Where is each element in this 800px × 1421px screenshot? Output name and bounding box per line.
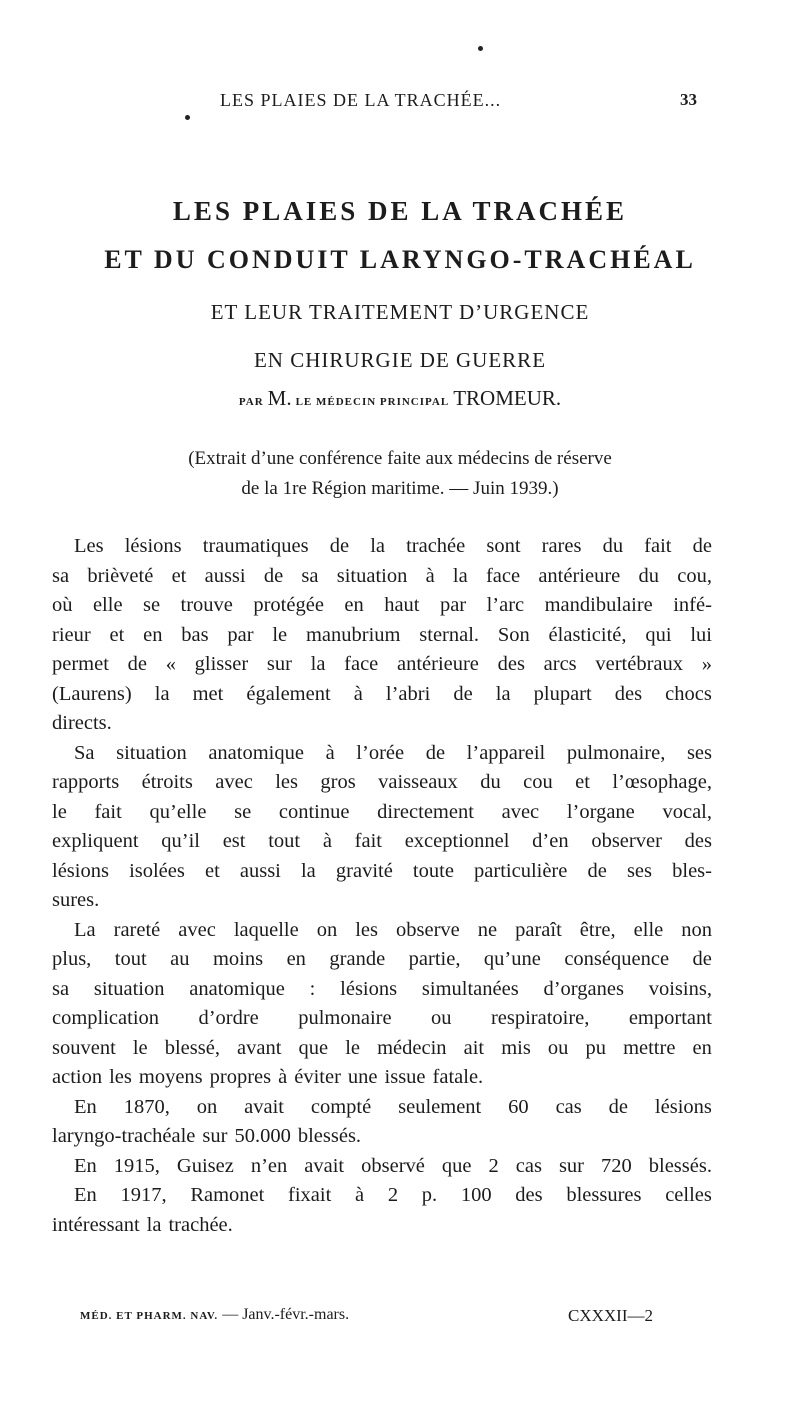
body-word: de bbox=[587, 859, 607, 882]
body-word: sa bbox=[52, 564, 70, 587]
body-word: blessés. bbox=[297, 1125, 362, 1147]
body-word: de bbox=[263, 564, 284, 587]
body-word: en bbox=[344, 594, 364, 616]
extract-note-line-2: de la 1re Région maritime. — Juin 1939.) bbox=[241, 478, 559, 499]
body-line bbox=[52, 768, 712, 798]
body-word: particulière bbox=[474, 859, 568, 882]
body-word: à bbox=[425, 564, 435, 587]
body-word: infé- bbox=[673, 594, 712, 616]
body-word: rapports bbox=[52, 771, 120, 793]
article-body bbox=[52, 532, 712, 1240]
body-word: du bbox=[480, 771, 501, 793]
body-line bbox=[52, 709, 712, 739]
body-word: 2 bbox=[488, 1154, 499, 1177]
body-word: toute bbox=[412, 859, 454, 882]
body-word: situation bbox=[336, 564, 408, 587]
body-word: à bbox=[278, 1066, 288, 1088]
running-head bbox=[0, 90, 800, 114]
body-word: 1917, bbox=[120, 1184, 167, 1206]
body-line bbox=[52, 1063, 712, 1093]
body-line bbox=[52, 1093, 712, 1123]
body-word: de bbox=[425, 741, 446, 764]
body-word: mandibulaire bbox=[544, 594, 653, 616]
body-word: de bbox=[692, 535, 712, 557]
print-speck bbox=[478, 46, 483, 51]
body-word: moins bbox=[212, 948, 264, 970]
body-word: observé bbox=[361, 1154, 425, 1177]
journal-abbreviation: MÉD. ET PHARM. NAV. bbox=[80, 1310, 219, 1322]
body-word: avait bbox=[304, 1154, 345, 1177]
body-word: l’appareil bbox=[466, 741, 546, 764]
body-line bbox=[52, 1152, 712, 1182]
body-word: aussi bbox=[204, 564, 246, 587]
body-word: pulmonaire, bbox=[566, 741, 666, 764]
body-word: antérieure bbox=[538, 564, 621, 587]
body-word: sur bbox=[558, 1154, 584, 1177]
body-word: par bbox=[439, 594, 467, 616]
body-word: se bbox=[143, 594, 161, 616]
body-word: qu’une bbox=[483, 948, 541, 970]
body-word: trachée. bbox=[168, 1213, 233, 1236]
body-word: simultanées bbox=[421, 977, 519, 1000]
body-word: lésions bbox=[52, 859, 109, 882]
body-word: « bbox=[165, 653, 176, 675]
body-word: avec bbox=[215, 771, 253, 793]
body-word: Ramonet bbox=[190, 1184, 265, 1206]
body-word: directs. bbox=[52, 712, 112, 734]
body-word: complication bbox=[52, 1007, 160, 1029]
body-word: aussi bbox=[239, 859, 281, 882]
body-word: tout bbox=[268, 830, 301, 852]
body-word: anatomique bbox=[189, 977, 285, 1000]
author-byline bbox=[0, 386, 800, 411]
body-line bbox=[52, 916, 712, 946]
body-word: compté bbox=[310, 1095, 372, 1118]
body-line bbox=[52, 1122, 712, 1152]
body-word: également bbox=[246, 682, 331, 705]
body-word: tout bbox=[114, 948, 147, 970]
body-word: pulmonaire bbox=[298, 1007, 392, 1029]
running-title: LES PLAIES DE LA TRACHÉE... bbox=[220, 90, 502, 110]
body-word: la bbox=[154, 682, 170, 705]
body-word: rares bbox=[541, 535, 582, 557]
body-word: fait bbox=[354, 830, 382, 852]
body-word: En bbox=[74, 1154, 97, 1177]
body-word: antérieure bbox=[396, 653, 479, 675]
body-word: à bbox=[325, 741, 335, 764]
body-word: ou bbox=[547, 1036, 569, 1059]
body-word: la bbox=[495, 682, 511, 705]
body-word: pu bbox=[585, 1036, 606, 1059]
body-word: d’en bbox=[532, 830, 569, 852]
body-word: La bbox=[74, 918, 96, 941]
article-title-line-4: EN CHIRURGIE DE GUERRE bbox=[253, 348, 547, 372]
body-word: face bbox=[485, 564, 521, 587]
body-word: ait bbox=[463, 1036, 485, 1059]
body-word: sa bbox=[301, 564, 319, 587]
body-word: on bbox=[316, 918, 338, 941]
body-word: ses bbox=[626, 859, 653, 882]
body-word: 100 bbox=[460, 1184, 492, 1206]
body-line bbox=[52, 857, 712, 887]
body-line bbox=[52, 1004, 712, 1034]
body-word: avec bbox=[178, 918, 216, 941]
body-word: de bbox=[329, 535, 350, 557]
body-word: on bbox=[196, 1095, 218, 1118]
body-word: d’ordre bbox=[198, 1007, 259, 1029]
body-word: situation bbox=[93, 977, 165, 1000]
body-word: une bbox=[347, 1066, 378, 1088]
body-word: au bbox=[170, 948, 190, 970]
body-word: lésions bbox=[654, 1095, 712, 1118]
article-title-line-3: ET LEUR TRAITEMENT D’URGENCE bbox=[210, 300, 590, 324]
body-word: se bbox=[234, 800, 252, 823]
body-word: où bbox=[52, 594, 73, 616]
byline-role: LE MÉDECIN PRINCIPAL bbox=[295, 396, 450, 408]
page-number: 33 bbox=[680, 90, 697, 109]
body-word: l’arc bbox=[486, 594, 525, 616]
body-word: anatomique bbox=[208, 741, 304, 764]
body-word: observer bbox=[591, 830, 662, 852]
body-line bbox=[52, 886, 712, 916]
body-word: emportant bbox=[628, 1007, 712, 1029]
body-word: des bbox=[684, 830, 712, 852]
body-line bbox=[52, 798, 712, 828]
body-word: Guisez bbox=[176, 1154, 234, 1177]
body-word: la bbox=[370, 535, 385, 557]
body-word: ou bbox=[431, 1007, 452, 1029]
body-word: ses bbox=[686, 741, 712, 764]
body-word: n’en bbox=[250, 1154, 288, 1177]
body-word: non bbox=[681, 918, 712, 941]
body-word: sures. bbox=[52, 889, 100, 911]
body-word: glisser bbox=[194, 653, 249, 675]
body-word: de bbox=[453, 682, 473, 705]
body-word: gros bbox=[320, 771, 356, 793]
body-line bbox=[52, 975, 712, 1005]
body-word: vocal, bbox=[662, 800, 712, 823]
body-word: plus, bbox=[52, 948, 92, 970]
issue-date: — Janv.-févr.-mars. bbox=[222, 1306, 350, 1323]
body-word: met bbox=[192, 682, 224, 705]
body-word: blessures bbox=[566, 1184, 642, 1206]
body-word: laryngo-trachéale bbox=[52, 1125, 196, 1147]
body-word: blessé, bbox=[164, 1036, 220, 1059]
body-word: conséquence bbox=[564, 948, 670, 970]
body-word: des bbox=[497, 653, 525, 675]
page-footer bbox=[0, 1306, 800, 1330]
body-word: les bbox=[275, 771, 298, 793]
body-word: 1915, bbox=[113, 1154, 160, 1177]
body-word: qu’elle bbox=[149, 800, 207, 823]
body-word: » bbox=[701, 653, 712, 675]
body-word: : bbox=[309, 977, 316, 1000]
body-word: à bbox=[353, 682, 363, 705]
body-word: médecin bbox=[377, 1036, 447, 1059]
body-word: et bbox=[204, 859, 220, 882]
body-word: est bbox=[222, 830, 246, 852]
body-word: et bbox=[109, 623, 125, 646]
body-word: Sa bbox=[74, 741, 95, 764]
body-word: éviter bbox=[294, 1066, 341, 1088]
body-word: que bbox=[298, 1036, 329, 1059]
body-line bbox=[52, 532, 712, 562]
body-word: fait bbox=[94, 800, 122, 823]
body-word: elle bbox=[633, 918, 664, 941]
body-word: à bbox=[355, 1184, 365, 1206]
body-word: traumatiques bbox=[202, 535, 309, 557]
volume-signature: CXXXII—2 bbox=[568, 1306, 653, 1325]
body-line bbox=[52, 1211, 712, 1241]
body-word: la bbox=[310, 653, 326, 675]
body-word: blessés. bbox=[648, 1154, 712, 1177]
body-word: et bbox=[575, 771, 590, 793]
body-word: 720 bbox=[601, 1154, 632, 1177]
body-word: qu’il bbox=[161, 830, 200, 852]
body-word: en bbox=[143, 623, 163, 646]
body-word: avec bbox=[501, 800, 540, 823]
body-word: Les bbox=[74, 535, 104, 557]
body-word: ne bbox=[477, 918, 498, 941]
body-word: mettre bbox=[623, 1036, 676, 1059]
body-word: lésions bbox=[124, 535, 182, 557]
body-word: bles- bbox=[672, 859, 712, 882]
body-word: d’organes bbox=[543, 977, 624, 1000]
body-word: issue bbox=[384, 1066, 426, 1088]
body-word: du bbox=[602, 535, 624, 557]
body-word: lésions bbox=[340, 977, 398, 1000]
body-word: 50.000 bbox=[234, 1125, 291, 1147]
body-word: le bbox=[132, 1036, 148, 1059]
body-word: protégée bbox=[253, 594, 324, 616]
body-word: l’abri bbox=[385, 682, 431, 705]
body-word: les bbox=[109, 1066, 132, 1088]
byline-prefix: PAR bbox=[238, 396, 264, 408]
body-word: celles bbox=[665, 1184, 712, 1206]
extract-note-line-1: (Extrait d’une conférence faite aux médecins de réserve bbox=[188, 448, 612, 469]
body-word: être, bbox=[579, 918, 616, 941]
body-line bbox=[52, 562, 712, 592]
body-word: En bbox=[74, 1095, 97, 1118]
body-word: avant bbox=[237, 1036, 282, 1059]
body-line bbox=[52, 827, 712, 857]
body-word: gravité bbox=[335, 859, 393, 882]
body-line bbox=[52, 650, 712, 680]
body-word: élasticité, bbox=[548, 623, 627, 646]
body-word: que bbox=[441, 1154, 472, 1177]
body-line bbox=[52, 591, 712, 621]
body-word: action bbox=[52, 1066, 103, 1088]
body-word: vertébraux bbox=[595, 653, 684, 675]
body-word: sur bbox=[202, 1125, 228, 1147]
body-word: et bbox=[171, 564, 187, 587]
body-word: de bbox=[127, 653, 147, 675]
body-word: trachée bbox=[406, 535, 466, 557]
body-word: seulement bbox=[398, 1095, 482, 1118]
body-word: arcs bbox=[543, 653, 577, 675]
byline-m: M. bbox=[267, 386, 292, 410]
body-word: voisins, bbox=[648, 977, 712, 1000]
body-word: paraît bbox=[515, 918, 562, 941]
body-word: à bbox=[322, 830, 332, 852]
footer-journal-info bbox=[80, 1306, 349, 1324]
author-name: TROMEUR. bbox=[453, 386, 562, 410]
body-word: sa bbox=[52, 977, 70, 1000]
body-word: avait bbox=[244, 1095, 284, 1118]
body-word: en bbox=[692, 1036, 712, 1059]
body-word: brièveté bbox=[87, 564, 154, 587]
body-word: bas bbox=[181, 623, 209, 646]
body-word: le bbox=[345, 1036, 361, 1059]
body-word: l’œsophage, bbox=[612, 771, 712, 793]
body-word: chocs bbox=[665, 682, 712, 705]
body-word: permet bbox=[52, 653, 109, 675]
body-word: de bbox=[608, 1095, 629, 1118]
body-line bbox=[52, 1181, 712, 1211]
body-word: par bbox=[227, 623, 254, 646]
body-word: fait bbox=[644, 535, 672, 557]
body-word: fatale. bbox=[432, 1066, 484, 1088]
body-word: des bbox=[515, 1184, 543, 1206]
body-line bbox=[52, 680, 712, 710]
body-word: l’orée bbox=[356, 741, 405, 764]
body-word: rieur bbox=[52, 623, 91, 646]
body-word: sur bbox=[266, 653, 292, 675]
body-word: En bbox=[74, 1184, 97, 1206]
body-word: sont bbox=[486, 535, 521, 557]
body-word: plupart bbox=[533, 682, 592, 705]
body-word: le bbox=[52, 800, 67, 823]
body-word: la bbox=[452, 564, 468, 587]
article-title-line-2: ET DU CONDUIT LARYNGO-TRACHÉAL bbox=[104, 245, 696, 274]
body-word: laquelle bbox=[233, 918, 299, 941]
body-word: mis bbox=[501, 1036, 531, 1059]
body-word: cas bbox=[515, 1154, 542, 1177]
body-word: cou, bbox=[677, 564, 712, 587]
body-word: de bbox=[692, 948, 712, 970]
body-word: cas bbox=[555, 1095, 582, 1118]
body-word: étroits bbox=[141, 771, 193, 793]
body-word: respiratoire, bbox=[490, 1007, 590, 1029]
body-word: lui bbox=[690, 623, 712, 646]
body-word: partie, bbox=[408, 948, 461, 970]
body-word: le bbox=[272, 623, 288, 646]
body-word: trouve bbox=[180, 594, 233, 616]
body-word: sternal. bbox=[419, 623, 480, 646]
body-word: souvent bbox=[52, 1036, 116, 1059]
body-word: manubrium bbox=[305, 623, 401, 646]
body-word: fixait bbox=[288, 1184, 332, 1206]
body-word: propres bbox=[209, 1066, 272, 1088]
body-word: haut bbox=[384, 594, 420, 616]
body-word: p. bbox=[421, 1184, 438, 1206]
body-word: des bbox=[614, 682, 643, 705]
article-title-line-1: LES PLAIES DE LA TRACHÉE bbox=[172, 196, 628, 226]
body-word: 60 bbox=[508, 1095, 529, 1118]
body-word: continue bbox=[278, 800, 350, 823]
body-line bbox=[52, 621, 712, 651]
body-word: grande bbox=[329, 948, 386, 970]
body-word: moyens bbox=[138, 1066, 203, 1088]
body-word: la bbox=[300, 859, 316, 882]
body-word: la bbox=[146, 1213, 162, 1236]
body-line bbox=[52, 945, 712, 975]
body-word: rareté bbox=[113, 918, 161, 941]
body-word: exceptionnel bbox=[404, 830, 510, 852]
body-word: isolées bbox=[129, 859, 185, 882]
body-word: 1870, bbox=[123, 1095, 170, 1118]
body-word: les bbox=[355, 918, 378, 941]
body-word: (Laurens) bbox=[52, 682, 132, 705]
body-word: observe bbox=[396, 918, 460, 941]
body-word: expliquent bbox=[52, 830, 139, 852]
body-word: directement bbox=[377, 800, 474, 823]
body-word: qui bbox=[645, 623, 672, 646]
print-speck bbox=[185, 115, 190, 120]
body-word: situation bbox=[116, 741, 187, 764]
body-word: elle bbox=[92, 594, 123, 616]
body-word: 2 bbox=[387, 1184, 399, 1206]
body-word: en bbox=[286, 948, 306, 970]
body-word: cou bbox=[523, 771, 553, 793]
body-word: du bbox=[638, 564, 659, 587]
body-line bbox=[52, 1034, 712, 1064]
body-word: vaisseaux bbox=[378, 771, 458, 793]
body-word: Son bbox=[497, 623, 530, 646]
body-word: l’organe bbox=[566, 800, 635, 823]
body-word: intéressant bbox=[52, 1213, 140, 1236]
body-word: face bbox=[344, 653, 379, 675]
body-line bbox=[52, 739, 712, 769]
